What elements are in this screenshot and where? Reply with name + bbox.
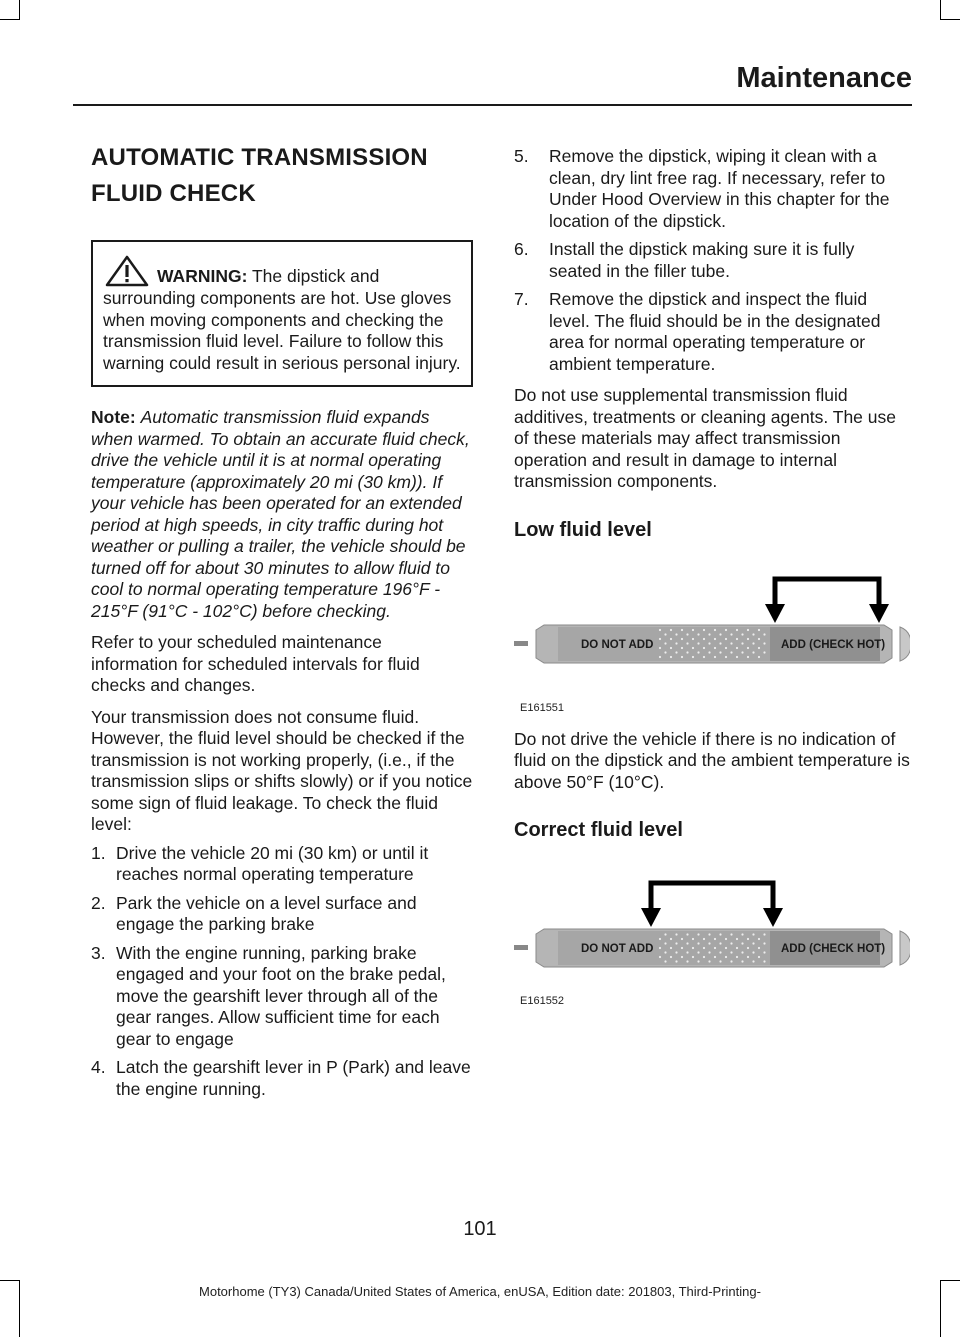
low-fluid-title: Low fluid level [514,518,652,541]
right-column [514,146,910,1007]
crop-mark [940,0,941,20]
step-text: Latch the gearshift lever in P (Park) and leave the engine running. [116,1057,471,1099]
steps-list-right [514,146,910,375]
page-number: 101 [463,1218,497,1240]
warning-box [91,240,473,387]
footer-text: Motorhome (TY3) Canada/United States of America, enUSA, Edition date: 201803, Third-Printing- [199,1284,761,1299]
additives-paragraph: Do not use supplemental transmission fluid additives, treatments or cleaning agents. The use of these materials may affect transmission operation and result in damage to internal transmission components. [514,385,896,491]
step-number: 4. [91,1057,106,1077]
step-text: Remove the dipstick, wiping it clean with a clean, dry lint free rag. If necessary, refer to Under Hood Overview in this chapter for the location of the dipstick. [549,146,890,231]
list-item [91,1057,473,1100]
warning-triangle-icon [103,254,151,288]
step-number: 3. [91,942,106,963]
dipstick [514,929,910,967]
low-fluid-text: Do not drive the vehicle if there is no indication of fluid on the dipstick and the ambient temperature is above 50°F (10°C). [514,728,910,792]
maintenance-paragraph: Refer to your scheduled maintenance information for scheduled intervals for fluid checks and changes. [91,632,420,695]
step-number: 6. [514,239,529,259]
step-text: Park the vehicle on a level surface and engage the parking brake [116,892,417,934]
step-text: Drive the vehicle 20 mi (30 km) or until it reaches normal operating temperature [116,842,429,884]
page-header-title: Maintenance [736,62,912,94]
warning-text: The dipstick and surrounding components are hot. Use gloves when moving components and checking the transmission fluid level. Failure to follow this warning could result in serious personal injury. [103,266,461,373]
fluid-consumption-paragraph: Your transmission does not consume fluid. However, the fluid level should be checked if the transmission is not working properly, (i.e., if the transmission slips or shifts slowly) or if you notice some sign of fluid leakage. To check the fluid level: [91,706,473,834]
figure-code: E161552 [520,995,565,1007]
crop-mark [0,1280,20,1281]
figure-code: E161551 [520,701,565,714]
dipstick-label-add-check-hot: ADD (CHECK HOT) [781,638,886,651]
low-fluid-dipstick-diagram [514,555,910,695]
dipstick-label-do-not-add: DO NOT ADD [581,638,654,651]
step-number: 2. [91,892,106,913]
correct-fluid-dipstick-diagram [514,855,910,995]
section-title-line1: AUTOMATIC TRANSMISSION [91,144,428,171]
warning-label: WARNING: [157,266,248,286]
section-title [91,140,473,212]
crop-mark [19,0,20,20]
step-number: 5. [514,146,529,166]
dipstick [514,625,910,663]
section-title-line2: FLUID CHECK [91,180,256,207]
step-text: Remove the dipstick and inspect the fluid level. The fluid should be in the designated area for normal operating temperature or ambient temperature. [549,289,881,374]
list-item [514,239,910,282]
bracket-arrows [641,883,783,927]
list-item [514,289,910,375]
dipstick-label-add-check-hot: ADD (CHECK HOT) [781,943,886,955]
note-label: Note: [91,407,136,427]
steps-list-left [91,843,473,1101]
list-item [514,146,910,232]
list-item [91,843,473,886]
correct-fluid-figure [514,855,910,1007]
list-item [91,893,473,936]
crop-mark [940,19,960,20]
header-rule [73,104,912,106]
step-text: With the engine running, parking brake engaged and your foot on the brake pedal, move the gearshift lever through all of the gear ranges. Allow sufficient time for each gear to engage [116,942,446,1049]
note-text: Automatic transmission fluid expands when warmed. To obtain an accurate fluid check, drive the vehicle until it is at normal operating temperature (approximately 20 mi (30 km)). If your vehicle has been operated for an extended period at high speeds, in city traffic during hot weather or pulling a trailer, the vehicle should be turned off for about 30 minutes to allow fluid to cool to normal operating temperature 196°F - 215°F (91°C - 102°C) before checking. [91,407,470,621]
dipstick-label-do-not-add: DO NOT ADD [581,943,654,955]
step-number: 7. [514,289,529,309]
bracket-arrows [765,579,889,623]
correct-fluid-title: Correct fluid level [514,819,683,841]
crop-mark [0,19,20,20]
low-fluid-figure [514,555,910,714]
note-paragraph [91,407,473,622]
list-item [91,943,473,1051]
crop-mark [940,1280,960,1281]
step-text: Install the dipstick making sure it is fully seated in the filler tube. [549,239,855,281]
left-column [91,140,473,1100]
step-number: 1. [91,842,106,863]
